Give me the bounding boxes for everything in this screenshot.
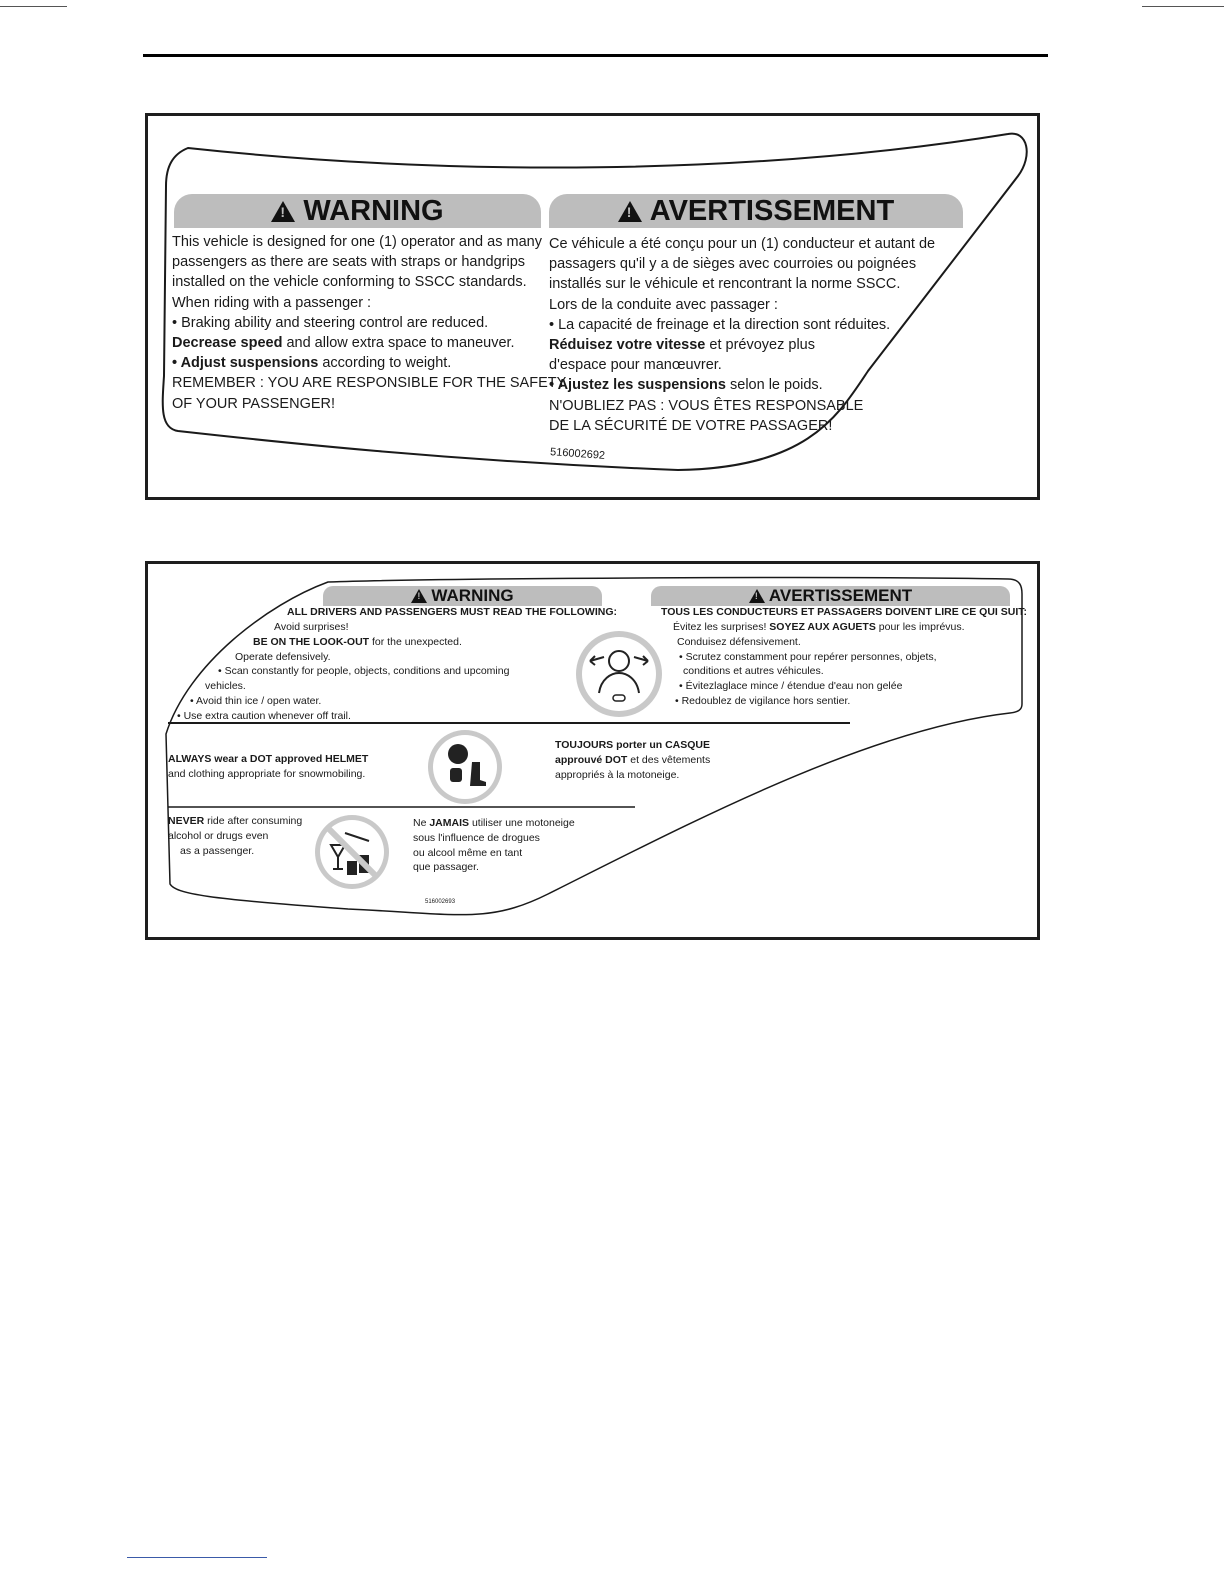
avertissement-banner (651, 586, 1010, 606)
helmet-english-text: ALWAYS wear a DOT approved HELMET and clothing appropriate for snowmobiling. (168, 753, 369, 780)
part-number: 516002693 (425, 899, 456, 905)
avertissement-title: AVERTISSEMENT (768, 586, 913, 605)
avertissement-title: AVERTISSEMENT (649, 194, 895, 227)
warning-banner (323, 586, 602, 606)
warning-triangle-icon (618, 201, 642, 222)
lookout-pictogram (576, 631, 662, 717)
no-drinking-icon (315, 815, 389, 889)
never-french-text: Ne JAMAIS utiliser une motoneige sous l'influence de drogues ou alcool même en tant que passager. (413, 817, 575, 874)
warning-title: WARNING (303, 194, 444, 227)
never-english-text: NEVER ride after consuming alcohol or drugs even as a passenger. (168, 815, 303, 857)
warning-title: WARNING (431, 586, 514, 605)
warning-triangle-icon (271, 201, 295, 222)
french-general-text: Évitez les surprises! SOYEZ AUX AGUETS pour les imprévus. Conduisez défensivement. • Scrutez constamment pour repérer personnes, objets, conditions et autres véhicules. • Évitezlaglace mince / étendue d'eau non gelée • Redoublez de vigilance hors sentier. (673, 621, 965, 707)
warning-banner (174, 194, 541, 228)
no-alcohol-pictogram (315, 815, 389, 889)
warning-triangle-icon (749, 589, 765, 603)
part-number: 516002692 (549, 446, 606, 462)
helmet-french-text: TOUJOURS porter un CASQUE approuvé DOT et des vêtements appropriés à la motoneige. (555, 739, 711, 781)
crop-mark-left (0, 6, 67, 7)
warning-triangle-icon (411, 589, 427, 603)
rider-head-icon (576, 631, 662, 717)
french-header: TOUS LES CONDUCTEURS ET PASSAGERS DOIVENT LIRE CE QUI SUIT: (661, 606, 1027, 618)
passenger-warning-decal (145, 113, 1040, 500)
general-safety-decal (145, 561, 1040, 940)
helmet-pictogram (428, 730, 502, 804)
header-rule (143, 54, 1048, 57)
english-header: ALL DRIVERS AND PASSENGERS MUST READ THE FOLLOWING: (287, 606, 617, 618)
avertissement-banner (549, 194, 963, 228)
footer-link-line (127, 1557, 267, 1558)
french-warning-text: Ce véhicule a été conçu pour un (1) conducteur et autant de passagers qu'il y a de sièges avec courroies ou poignées installés sur le véhicule et rencontrant la norme SSCC. Lors de la conduite avec passager : • La capacité de freinage et la direction sont réduites. Réduisez votre vitesse et prévoyez plus d'espace pour manœuvrer. • Ajustez les suspensions selon le poids. N'OUBLIEZ PAS : VOUS ÊTES RESPONSABLE DE LA SÉCURITÉ DE VOTRE PASSAGER! (549, 236, 936, 434)
crop-mark-right (1142, 6, 1224, 7)
english-general-text: Avoid surprises! BE ON THE LOOK-OUT for the unexpected. Operate defensively. • Scan constantly for people, objects, conditions and upcoming vehicles. • Avoid thin ice / open water. • Use extra caution whenever off trail. (177, 621, 510, 722)
english-warning-text: This vehicle is designed for one (1) operator and as many passengers as there are seats with straps or handgrips installed on the vehicle conforming to SSCC standards. When riding with a passenger : • Braking ability and steering control are reduced. Decrease speed and allow extra space to maneuver. • Adjust suspensions according to weight. REMEMBER : YOU ARE RESPONSIBLE FOR THE SAFETY OF YOUR PASSENGER! (172, 234, 567, 412)
helmet-gloves-boots-icon (428, 730, 502, 804)
